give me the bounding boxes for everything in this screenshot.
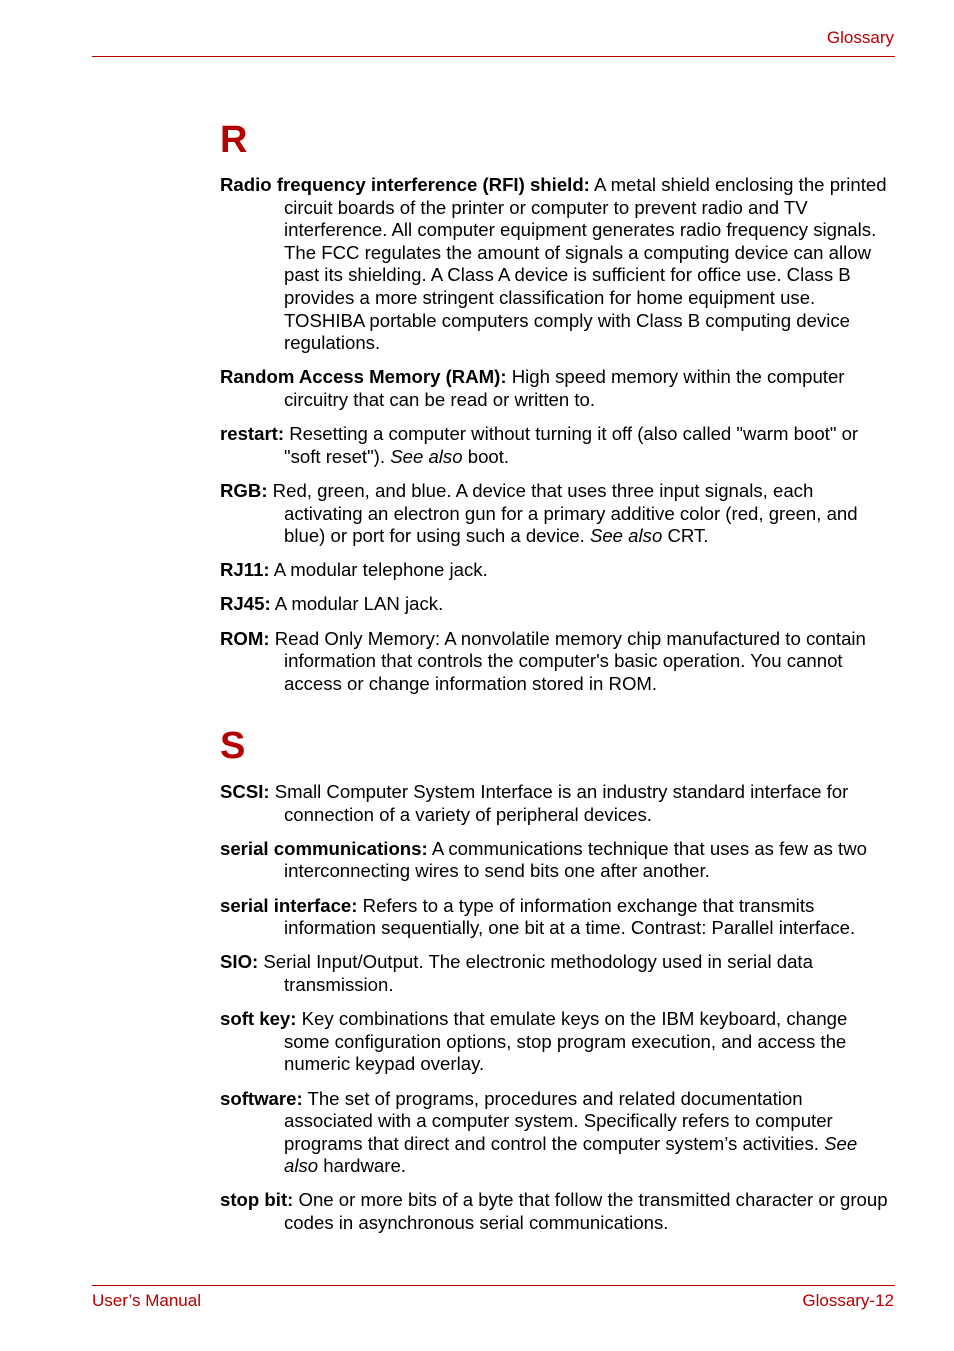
entry-term: serial communications: [220, 837, 428, 859]
see-also-label: See also [284, 1132, 858, 1177]
section-r-entries [220, 174, 892, 707]
entry-term: software: [220, 1087, 303, 1109]
entry-term: RGB: [220, 479, 268, 501]
entry-definition: A communications technique that uses as few as two interconnecting wires to send bits one after another. [284, 837, 867, 882]
entry-term: restart: [220, 423, 285, 445]
glossary-entry-serial-communications [220, 838, 892, 883]
entry-definition: Key combinations that emulate keys on the IBM keyboard, change some configuration options, stop program execution, and access the numeric keypad overlay. [284, 1008, 848, 1075]
glossary-entry-sio [220, 951, 892, 996]
page-header-title: Glossary [826, 28, 894, 47]
glossary-entry-stop-bit [220, 1189, 892, 1234]
entry-term: RJ45: [220, 593, 271, 615]
entry-term: Radio frequency interference (RFI) shield: [220, 174, 590, 195]
entry-definition: A modular telephone jack. [269, 559, 488, 581]
entry-definition: A metal shield enclosing the printed circuit boards of the printer or computer to prevent radio and TV interference. All computer equipment generates radio frequency signals. The FCC regulates the amount of signals a computing device can allow past its shielding. A Class A device is sufficient for office use. Class B provides a more stringent classification for home equipment use. TOSHIBA portable computers comply with Class B computing device regulations. [284, 174, 887, 354]
glossary-entry-software [220, 1088, 892, 1178]
glossary-entry-restart [220, 423, 892, 468]
header-rule [92, 56, 895, 57]
entry-definition: Read Only Memory: A nonvolatile memory chip manufactured to contain information that controls the computer's basic operation. You cannot access or change information stored in ROM. [269, 627, 866, 694]
glossary-entry-serial-interface [220, 895, 892, 940]
glossary-entry-rgb [220, 480, 892, 548]
entry-term: serial interface: [220, 894, 358, 916]
see-also-label: See also [589, 525, 663, 547]
entry-definition: High speed memory within the computer circuitry that can be read or written to. [284, 366, 845, 410]
section-letter-s: S [220, 725, 246, 767]
footer-page-number: Glossary-12 [802, 1291, 894, 1310]
see-also-reference: boot. [462, 445, 510, 467]
entry-definition: Small Computer System Interface is an industry standard interface for connection of a variety of peripheral devices. [269, 781, 849, 825]
see-also-reference: hardware. [318, 1155, 406, 1177]
glossary-entry-soft-key [220, 1008, 892, 1076]
entry-definition: Red, green, and blue. A device that uses three input signals, each activating an electron gun for a primary additive color (red, green, and blue) or port for using such a device. [267, 479, 858, 547]
footer-rule [92, 1285, 895, 1286]
entry-term: ROM: [220, 627, 270, 649]
glossary-entry-rfi-shield [220, 174, 892, 355]
entry-definition: Serial Input/Output. The electronic methodology used in serial data transmission. [258, 951, 813, 995]
entry-definition: One or more bits of a byte that follow the transmitted character or group codes in asynchronous serial communications. [284, 1189, 888, 1234]
see-also-label: See also [390, 445, 463, 467]
entry-definition: The set of programs, procedures and related documentation associated with a computer system. Specifically refers to computer programs that direct and control the computer system’s activities. [284, 1087, 833, 1154]
entry-term: RJ11: [220, 559, 270, 581]
glossary-entry-rj45 [220, 593, 892, 616]
glossary-entry-rj11 [220, 559, 892, 582]
entry-definition: Refers to a type of information exchange that transmits information sequentially, one bit at a time. Contrast: Parallel interface. [284, 894, 856, 939]
entry-term: SIO: [220, 951, 259, 973]
entry-definition: A modular LAN jack. [270, 593, 444, 615]
footer-manual-title: User’s Manual [92, 1291, 201, 1310]
entry-term: stop bit: [220, 1189, 294, 1211]
glossary-entry-scsi [220, 781, 892, 826]
section-s-entries [220, 781, 892, 1246]
entry-definition: Resetting a computer without turning it off (also called "warm boot" or "soft reset"). [284, 423, 859, 467]
see-also-reference: CRT. [662, 525, 709, 547]
glossary-entry-rom [220, 628, 892, 696]
section-letter-r: R [220, 119, 248, 161]
entry-term: Random Access Memory (RAM): [220, 366, 507, 388]
entry-term: SCSI: [220, 781, 270, 802]
glossary-entry-ram [220, 366, 892, 411]
entry-term: soft key: [220, 1008, 297, 1030]
